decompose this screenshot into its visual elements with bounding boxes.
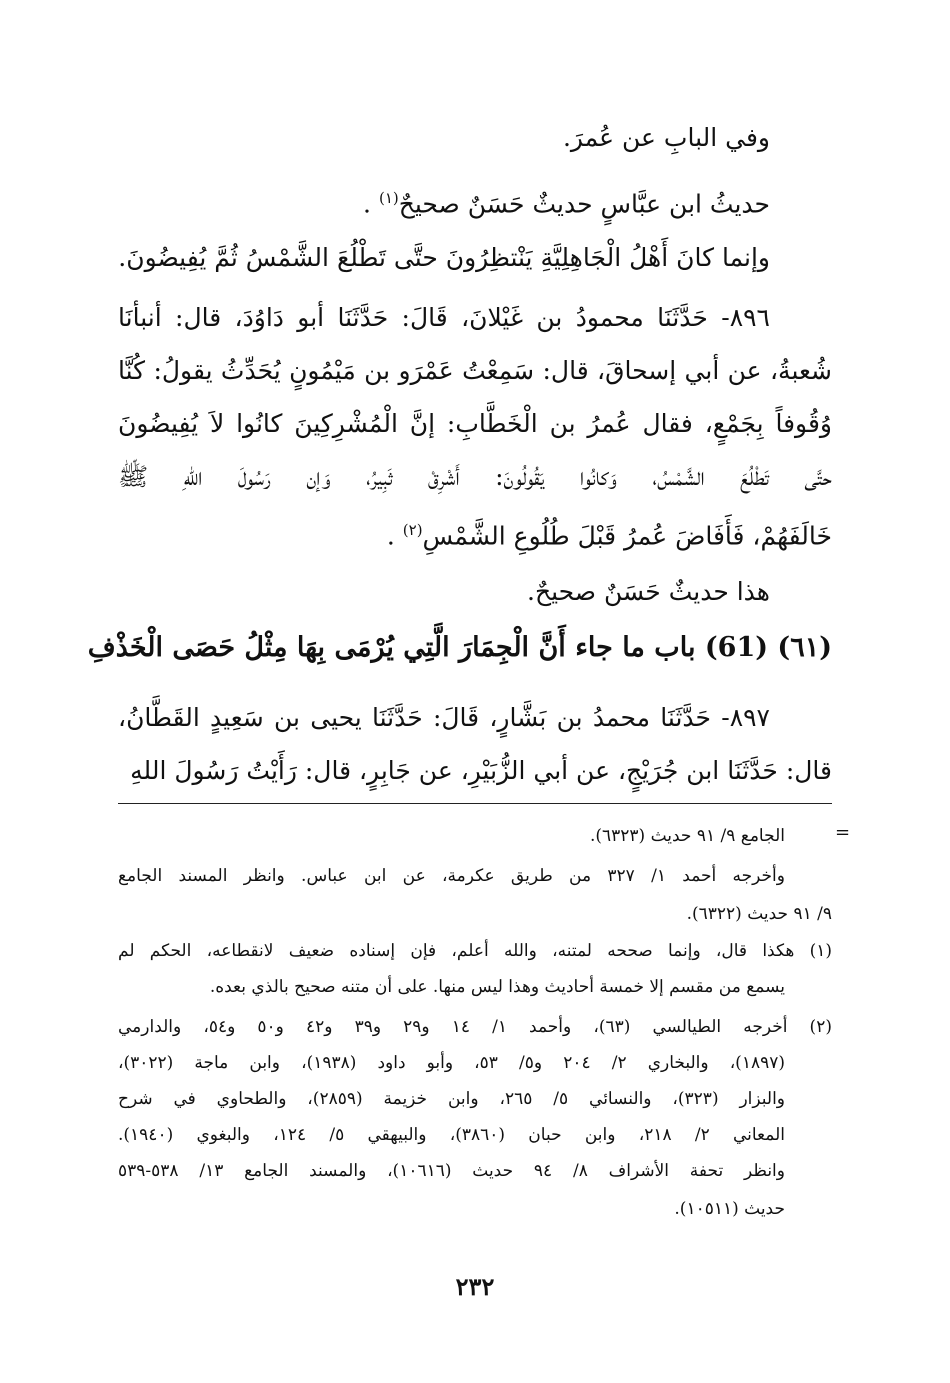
- continuation-mark: =: [835, 822, 851, 843]
- footnote-ref: (١): [378, 189, 399, 207]
- footnote-line: الجامع ٩/ ٩١ حديث (٦٣٢٣).: [589, 826, 785, 846]
- footnote-ref: (٢): [402, 521, 423, 539]
- chapter-heading: [88, 628, 832, 668]
- footnote-separator: [118, 803, 832, 804]
- footnote-line: وأخرجه أحمد ١/ ٣٢٧ من طريق عكرمة، عن ابن عباس. وانظر المسند الجامع: [118, 866, 785, 886]
- footnote-2-line: (١٨٩٧)، والبخاري ٢/ ٢٠٤ و٥/ ٥٣، وأبو داود (١٩٣٨)، وابن ماجة (٣٠٢٢)،: [118, 1053, 785, 1073]
- hadith-897-line: قال: حَدَّثَنَا ابن جُرَيْجٍ، عن أبي الزُّبَيْرِ، عن جَابِرٍ، قال: رَأَيْتُ رَسُولَ اللهِ: [130, 756, 832, 785]
- chapter-number-latin: (61): [704, 632, 769, 663]
- footnote-line: ٩/ ٩١ حديث (٦٣٢٢).: [686, 904, 832, 924]
- page-number: ٢٣٢: [455, 1272, 495, 1301]
- hadith-897-line: ٨٩٧- حَدَّثَنَا محمدُ بن بَشَّارٍ، قَالَ: حَدَّثَنَا يحيى بن سَعِيدٍ القَطَّانُ،: [118, 703, 770, 732]
- footnote-2-line: المعاني ٢/ ٢١٨، وابن حبان (٣٨٦٠)، والبيهقي ٥/ ١٢٤، والبغوي (١٩٤٠).: [118, 1125, 785, 1145]
- hadith-896-line: وُقُوفاً بِجَمْعٍ، فقال عُمرُ بن الْخَطَّابِ: إنَّ الْمُشْرِكِينَ كانُوا لاَ يُفِيضُونَ: [118, 409, 832, 438]
- body-line: حديثُ ابن عبَّاسٍ حديثٌ حَسَنٌ صحيحٌ$^{(١)}$ .: [363, 189, 770, 219]
- footnote-2-line: (٢) أخرجه الطيالسي (٦٣)، وأحمد ١/ ١٤ و٢٩ و٣٩ و٤٢ و٥٠ و٥٤، والدارمي: [118, 1017, 832, 1037]
- body-line: وفي البابِ عن عُمرَ.: [562, 123, 770, 152]
- footnote-1-line: يسمع من مقسم إلا خمسة أحاديث وهذا ليس منها. على أن متنه صحيح بالذي بعده.: [209, 977, 785, 997]
- hadith-896-line: حتَّى تَطْلُعَ الشَّمْسُ، وَكانُوا يَقُولُونَ: أَشْرِقْ ثَبِيرُ، وَإن رَسُولَ اللهِ ﷺ: [118, 462, 832, 491]
- body-line: وإنما كانَ أَهْلُ الْجَاهِلِيَّةِ يَنْتظِرُونَ حتَّى تَطْلُعَ الشَّمْسُ ثُمَّ يُفِيضُونَ.: [118, 243, 770, 272]
- footnote-2-line: والبزار (٣٢٣)، والنسائي ٥/ ٢٦٥، وابن خزيمة (٢٨٥٩)، والطحاوي في شرح: [118, 1089, 786, 1109]
- footnote-1-line: (١) هكذا قال، وإنما صححه لمتنه، والله أعلم، فإن إسناده ضعيف لانقطاعه، الحكم لم: [118, 941, 832, 961]
- hadith-896-line: ٨٩٦- حَدَّثَنَا محمودُ بن غَيْلانَ، قَالَ: حَدَّثَنَا أبو دَاوُدَ، قال: أنبأنَا: [118, 303, 770, 332]
- hadith-896-line: شُعبةُ، عن أبي إسحاقَ، قال: سَمِعْتُ عَمْرَو بن مَيْمُونٍ يُحَدِّثُ يقولُ: كُنَّا: [118, 356, 832, 385]
- chapter-title: باب ما جاء أَنَّ الْجِمَارَ الَّتِي يُرْمَى بِهَا مِثْلُ حَصَى الْخَذْفِ: [87, 632, 696, 663]
- chapter-number-ar: (٦١): [777, 632, 832, 663]
- footnote-2-line: وانظر تحفة الأشراف ٨/ ٩٤ حديث (١٠٦١٦)، والمسند الجامع ١٣/ ٥٣٨-٥٣٩: [118, 1161, 785, 1181]
- body-line: هذا حديثٌ حَسَنٌ صحيحٌ.: [527, 577, 770, 606]
- hadith-896-line: خَالَفَهُمْ، فَأَفَاضَ عُمرُ قَبْلَ طُلُوعِ الشَّمْسِ$^{(٢)}$ .: [386, 521, 832, 551]
- footnote-2-line: حديث (١٠٥١١).: [674, 1199, 785, 1219]
